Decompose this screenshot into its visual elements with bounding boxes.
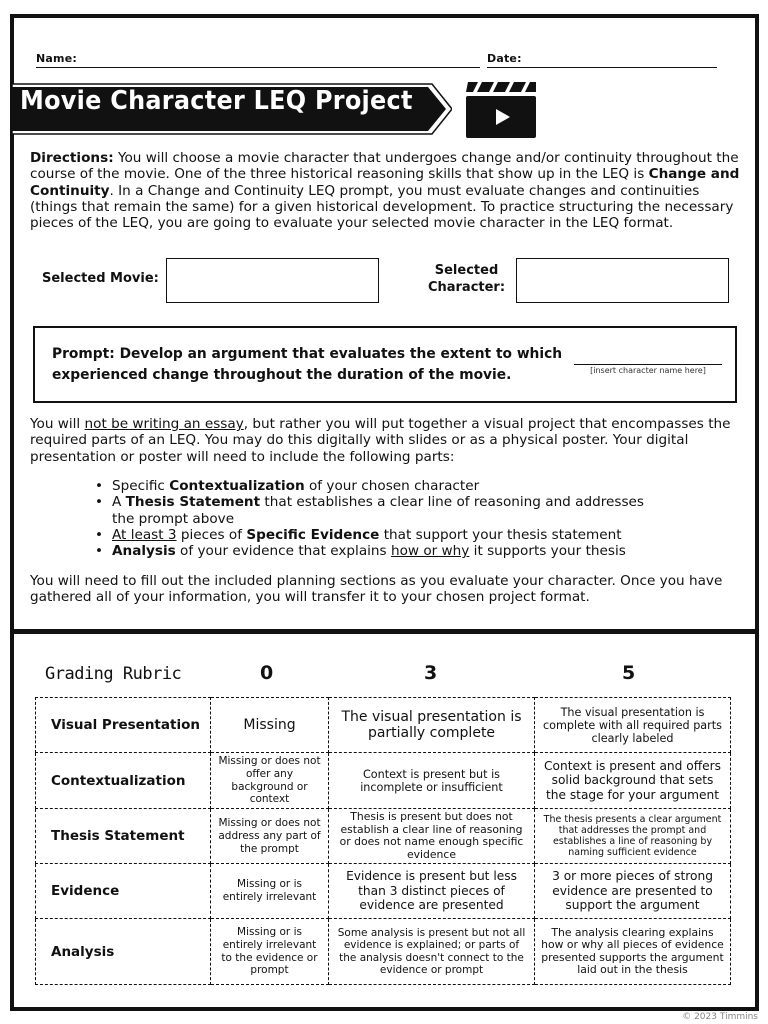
table-row bbox=[36, 698, 731, 753]
list-item: • A Thesis Statement that establishes a clear line of reasoning and addresses the prompt above bbox=[90, 494, 670, 527]
required-parts-list bbox=[90, 478, 670, 559]
rubric-cell: Missing bbox=[211, 698, 329, 753]
directions-text-2: . In a Change and Continuity LEQ prompt, you must evaluate changes and continuities (things that remain the same) for a given historical development. To practice structuring the necessary pieces of the LEQ, you are going to evaluate your selected movie character in the LEQ format. bbox=[30, 182, 734, 232]
page-title: Movie Character LEQ Project bbox=[20, 86, 413, 116]
table-row bbox=[36, 753, 731, 809]
rubric-cell: The visual presentation is partially complete bbox=[329, 698, 535, 753]
selected-movie-label: Selected Movie: bbox=[42, 271, 159, 286]
rubric-cell: Context is present but is incomplete or insufficient bbox=[329, 753, 535, 809]
date-label: Date: bbox=[487, 52, 522, 65]
date-underline bbox=[487, 67, 717, 68]
selected-character-label: Selected Character: bbox=[427, 263, 506, 295]
insert-character-note: [insert character name here] bbox=[590, 366, 706, 375]
rubric-cell: 3 or more pieces of strong evidence are presented to support the argument bbox=[535, 864, 731, 919]
criterion-visual-presentation: Visual Presentation bbox=[36, 698, 211, 753]
selected-movie-field[interactable] bbox=[166, 258, 379, 303]
selected-character-field[interactable] bbox=[516, 258, 729, 303]
criterion-contextualization: Contextualization bbox=[36, 753, 211, 809]
clapperboard-icon bbox=[466, 80, 536, 138]
criterion-evidence: Evidence bbox=[36, 864, 211, 919]
rubric-cell: The analysis clearing explains how or why all pieces of evidence presented supports the argument laid out in the thesis bbox=[535, 919, 731, 985]
grading-rubric-table bbox=[35, 697, 731, 985]
rubric-title: Grading Rubric bbox=[45, 664, 182, 684]
rubric-cell: The visual presentation is complete with all required parts clearly labeled bbox=[535, 698, 731, 753]
list-item: • Specific Contextualization of your chosen character bbox=[90, 478, 670, 494]
rubric-cell: Context is present and offers solid background that sets the stage for your argument bbox=[535, 753, 731, 809]
not-essay-underline: not be writing an essay bbox=[84, 416, 244, 432]
score-header-3: 3 bbox=[424, 662, 438, 684]
list-item: • At least 3 pieces of Specific Evidence that support your thesis statement bbox=[90, 527, 670, 543]
rubric-cell: The thesis presents a clear argument that addresses the prompt and establishes a line of reasoning by naming sufficient evidence bbox=[535, 809, 731, 864]
rubric-cell: Missing or does not offer any background or context bbox=[211, 753, 329, 809]
directions-paragraph bbox=[30, 150, 742, 231]
name-label: Name: bbox=[36, 52, 77, 65]
table-row bbox=[36, 809, 731, 864]
directions-text-1: You will choose a movie character that undergoes change and/or continuity throughout the course of the movie. One of the three historical reasoning skills that show up in the LEQ is bbox=[30, 150, 739, 183]
prompt-text: Prompt: Develop an argument that evaluates the extent to which experienced change throughout the duration of the movie. bbox=[52, 346, 563, 383]
section-divider bbox=[10, 629, 759, 634]
rubric-cell: Missing or does not address any part of the prompt bbox=[211, 809, 329, 864]
rubric-cell: Evidence is present but less than 3 distinct pieces of evidence are presented bbox=[329, 864, 535, 919]
table-row bbox=[36, 864, 731, 919]
directions-lead: Directions: bbox=[30, 150, 114, 166]
copyright-notice: © 2023 Timmins bbox=[682, 1012, 758, 1022]
outro-paragraph: You will need to fill out the included planning sections as you evaluate your character. Once you have gathered all of your information, you will transfer it to your chosen project format. bbox=[30, 573, 723, 606]
directions-bold: Change and Continuity bbox=[30, 166, 740, 199]
intro-paragraph: You will not be writing an essay, but rather you will put together a visual project that encompasses the required parts of an LEQ. You may do this digitally with slides or as a physical poster. Your digital presentation or poster will need to include the following parts: bbox=[30, 416, 731, 465]
name-underline bbox=[36, 67, 480, 68]
table-row bbox=[36, 919, 731, 985]
score-header-5: 5 bbox=[622, 662, 636, 684]
score-header-0: 0 bbox=[260, 662, 274, 684]
list-item: • Analysis of your evidence that explains how or why it supports your thesis bbox=[90, 543, 670, 559]
criterion-analysis: Analysis bbox=[36, 919, 211, 985]
rubric-cell: Thesis is present but does not establish a clear line of reasoning or does not name enough specific evidence bbox=[329, 809, 535, 864]
rubric-cell: Missing or is entirely irrelevant bbox=[211, 864, 329, 919]
rubric-cell: Some analysis is present but not all evidence is explained; or parts of the analysis doesn't connect to the evidence or prompt bbox=[329, 919, 535, 985]
character-name-blank[interactable] bbox=[574, 364, 722, 365]
rubric-cell: Missing or is entirely irrelevant to the evidence or prompt bbox=[211, 919, 329, 985]
criterion-thesis-statement: Thesis Statement bbox=[36, 809, 211, 864]
